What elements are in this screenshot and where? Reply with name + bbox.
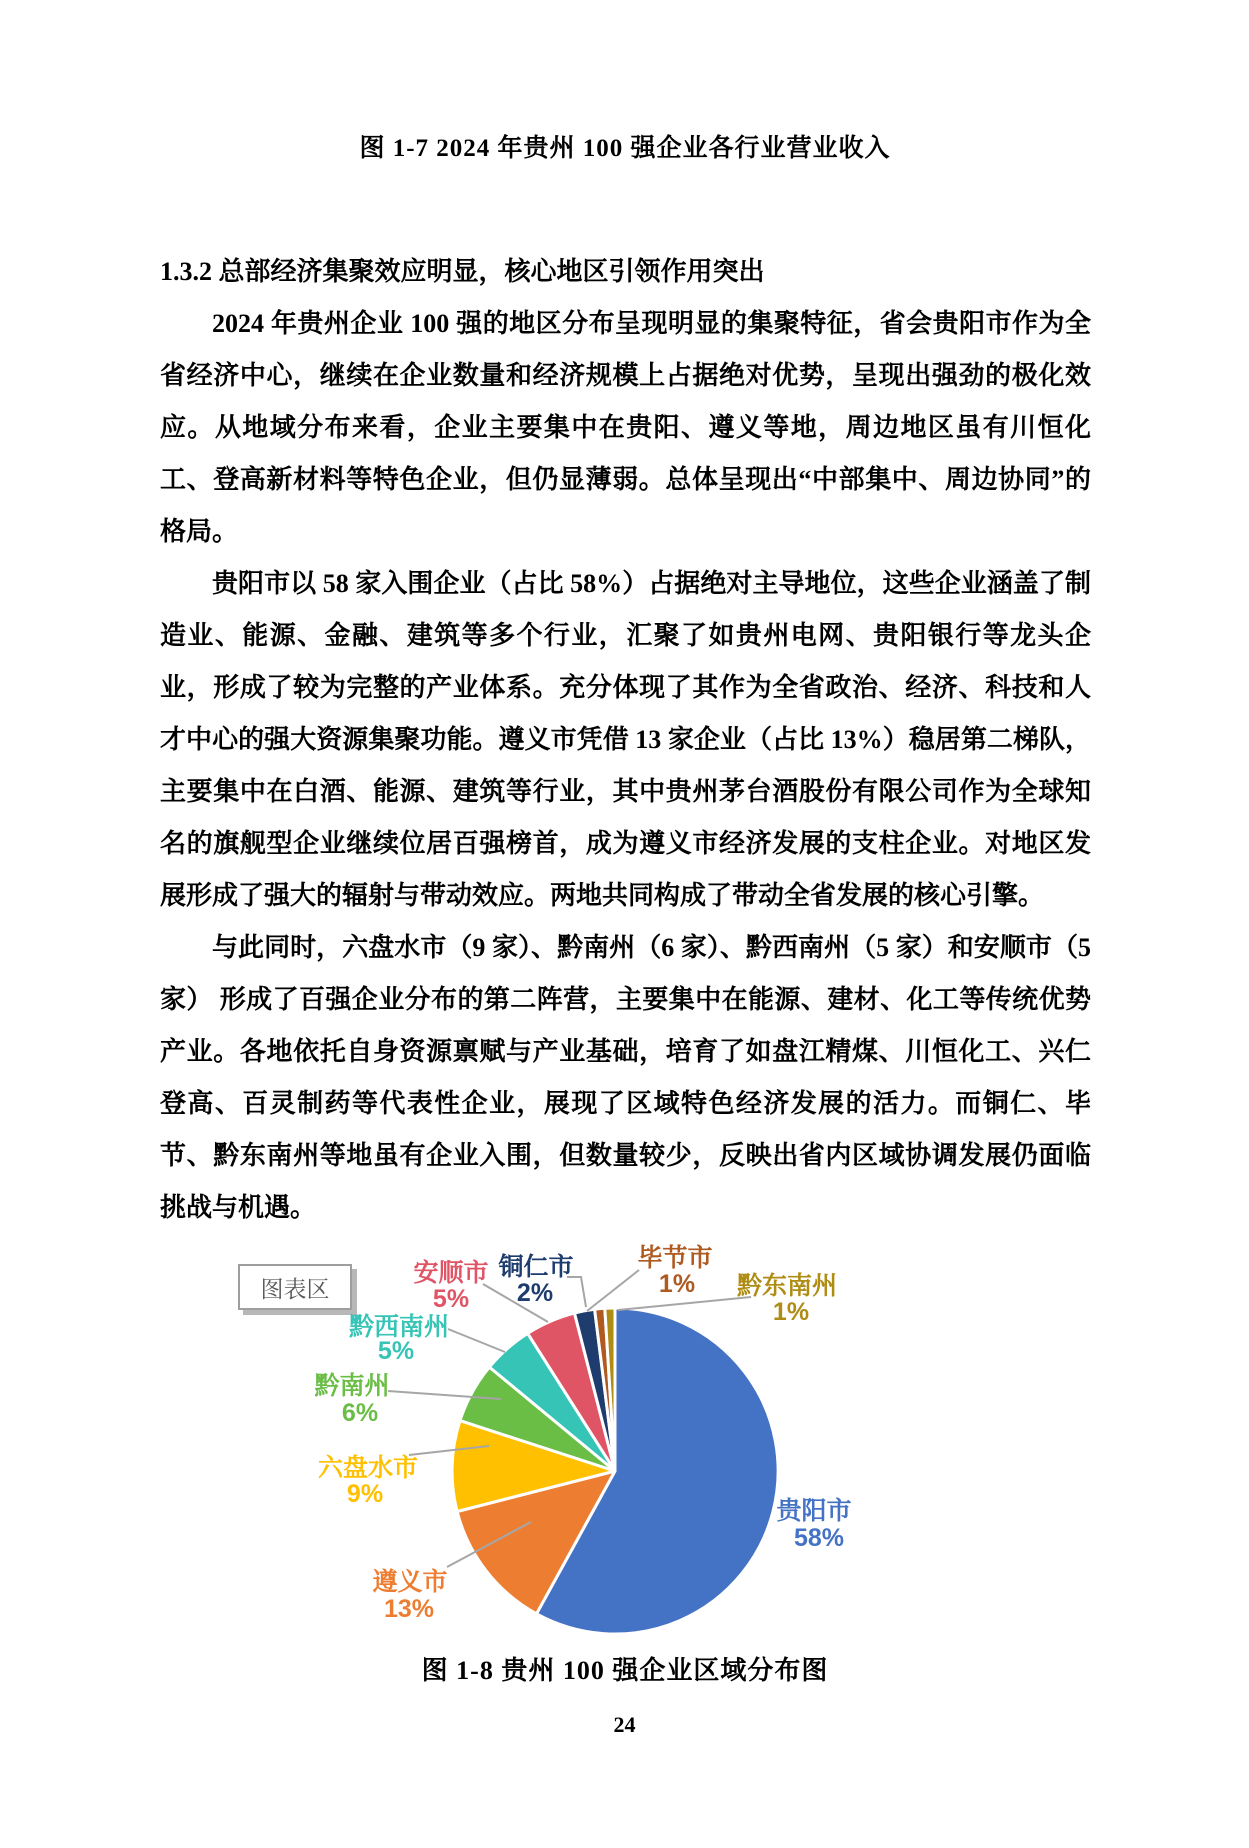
paragraph-3: 与此同时，六盘水市（9 家）、黔南州（6 家）、黔西南州（5 家）和安顺市（5 家） 形成了百强企业分布的第二阵营，主要集中在能源、建材、化工等传统优势产业。各地依托自身资源禀赋与产业基础，培育了如盘江精煤、川恒化工、兴仁登高、百灵制药等代表性企业，展现了区域特色经济发展的活力。而铜仁、毕节、黔东南州等地虽有企业入围，但数量较少，反映出省内区域协调发展仍面临挑战与机遇。 xyxy=(160,933,1091,1222)
chart-area-tooltip: 图表区 xyxy=(238,1264,352,1310)
pie-label-name-黔东南州: 黔东南州 xyxy=(736,1272,838,1300)
pie-label-pct-黔东南州: 1% xyxy=(772,1298,810,1326)
page-number: 24 xyxy=(613,1712,636,1737)
pie-label-pct-六盘水市: 9% xyxy=(346,1480,384,1508)
pie-label-name-铜仁市: 铜仁市 xyxy=(498,1253,574,1281)
pie-label-pct-黔南州: 6% xyxy=(341,1399,379,1427)
pie-label-pct-毕节市: 1% xyxy=(658,1270,696,1298)
region-pie-chart[interactable] xyxy=(170,1238,1090,1650)
pie-label-name-安顺市: 安顺市 xyxy=(413,1259,489,1287)
leader-line-毕节市 xyxy=(587,1270,639,1311)
leader-line-铜仁市 xyxy=(567,1277,586,1307)
pie-label-pct-铜仁市: 2% xyxy=(516,1279,554,1307)
pie-label-pct-贵阳市: 58% xyxy=(793,1524,845,1552)
leader-line-黔西南州 xyxy=(448,1329,505,1352)
pie-label-pct-安顺市: 5% xyxy=(432,1285,470,1313)
pie-label-name-黔南州: 黔南州 xyxy=(314,1372,390,1400)
body-text-block xyxy=(160,246,1091,1234)
paragraph-1: 2024 年贵州企业 100 强的地区分布呈现明显的集聚特征，省会贵阳市作为全省经济中心，继续在企业数量和经济规模上占据绝对优势，呈现出强劲的极化效应。从地域分布来看，企业主要集中在贵阳、遵义等地，周边地区虽有川恒化工、登高新材料等特色企业，但仍显薄弱。总体呈现出“中部集中、周边协同”的格局。 xyxy=(160,309,1091,546)
leader-line-黔东南州 xyxy=(618,1297,751,1310)
paragraph-2: 贵阳市以 58 家入围企业（占比 58%）占据绝对主导地位，这些企业涵盖了制造业、能源、金融、建筑等多个行业，汇聚了如贵州电网、贵阳银行等龙头企业，形成了较为完整的产业体系。充分体现了其作为全省政治、经济、科技和人才中心的强大资源集聚功能。遵义市凭借 13 家企业（占比 13%）稳居第二梯队，主要集中在白酒、能源、建筑等行业，其中贵州茅台酒股份有限公司作为全球知名的旗舰型企业继续位居百强榜首，成为遵义市经济发展的支柱企业。对地区发展形成了强大的辐射与带动效应。两地共同构成了带动全省发展的核心引擎。 xyxy=(160,569,1091,910)
pie-label-pct-遵义市: 13% xyxy=(383,1595,435,1623)
figure-1-7-caption: 图 1-7 2024 年贵州 100 强企业各行业营业收入 xyxy=(359,135,891,162)
pie-label-name-遵义市: 遵义市 xyxy=(372,1568,448,1596)
pie-label-name-六盘水市: 六盘水市 xyxy=(317,1454,419,1482)
figure-1-8-caption: 图 1-8 贵州 100 强企业区域分布图 xyxy=(421,1656,829,1685)
pie-label-name-黔西南州: 黔西南州 xyxy=(348,1313,450,1341)
pie-label-pct-黔西南州: 5% xyxy=(377,1337,415,1365)
pie-label-name-贵阳市: 贵阳市 xyxy=(776,1497,852,1525)
pie-label-name-毕节市: 毕节市 xyxy=(637,1244,713,1272)
section-heading: 1.3.2 总部经济集聚效应明显，核心地区引领作用突出 xyxy=(160,257,765,286)
